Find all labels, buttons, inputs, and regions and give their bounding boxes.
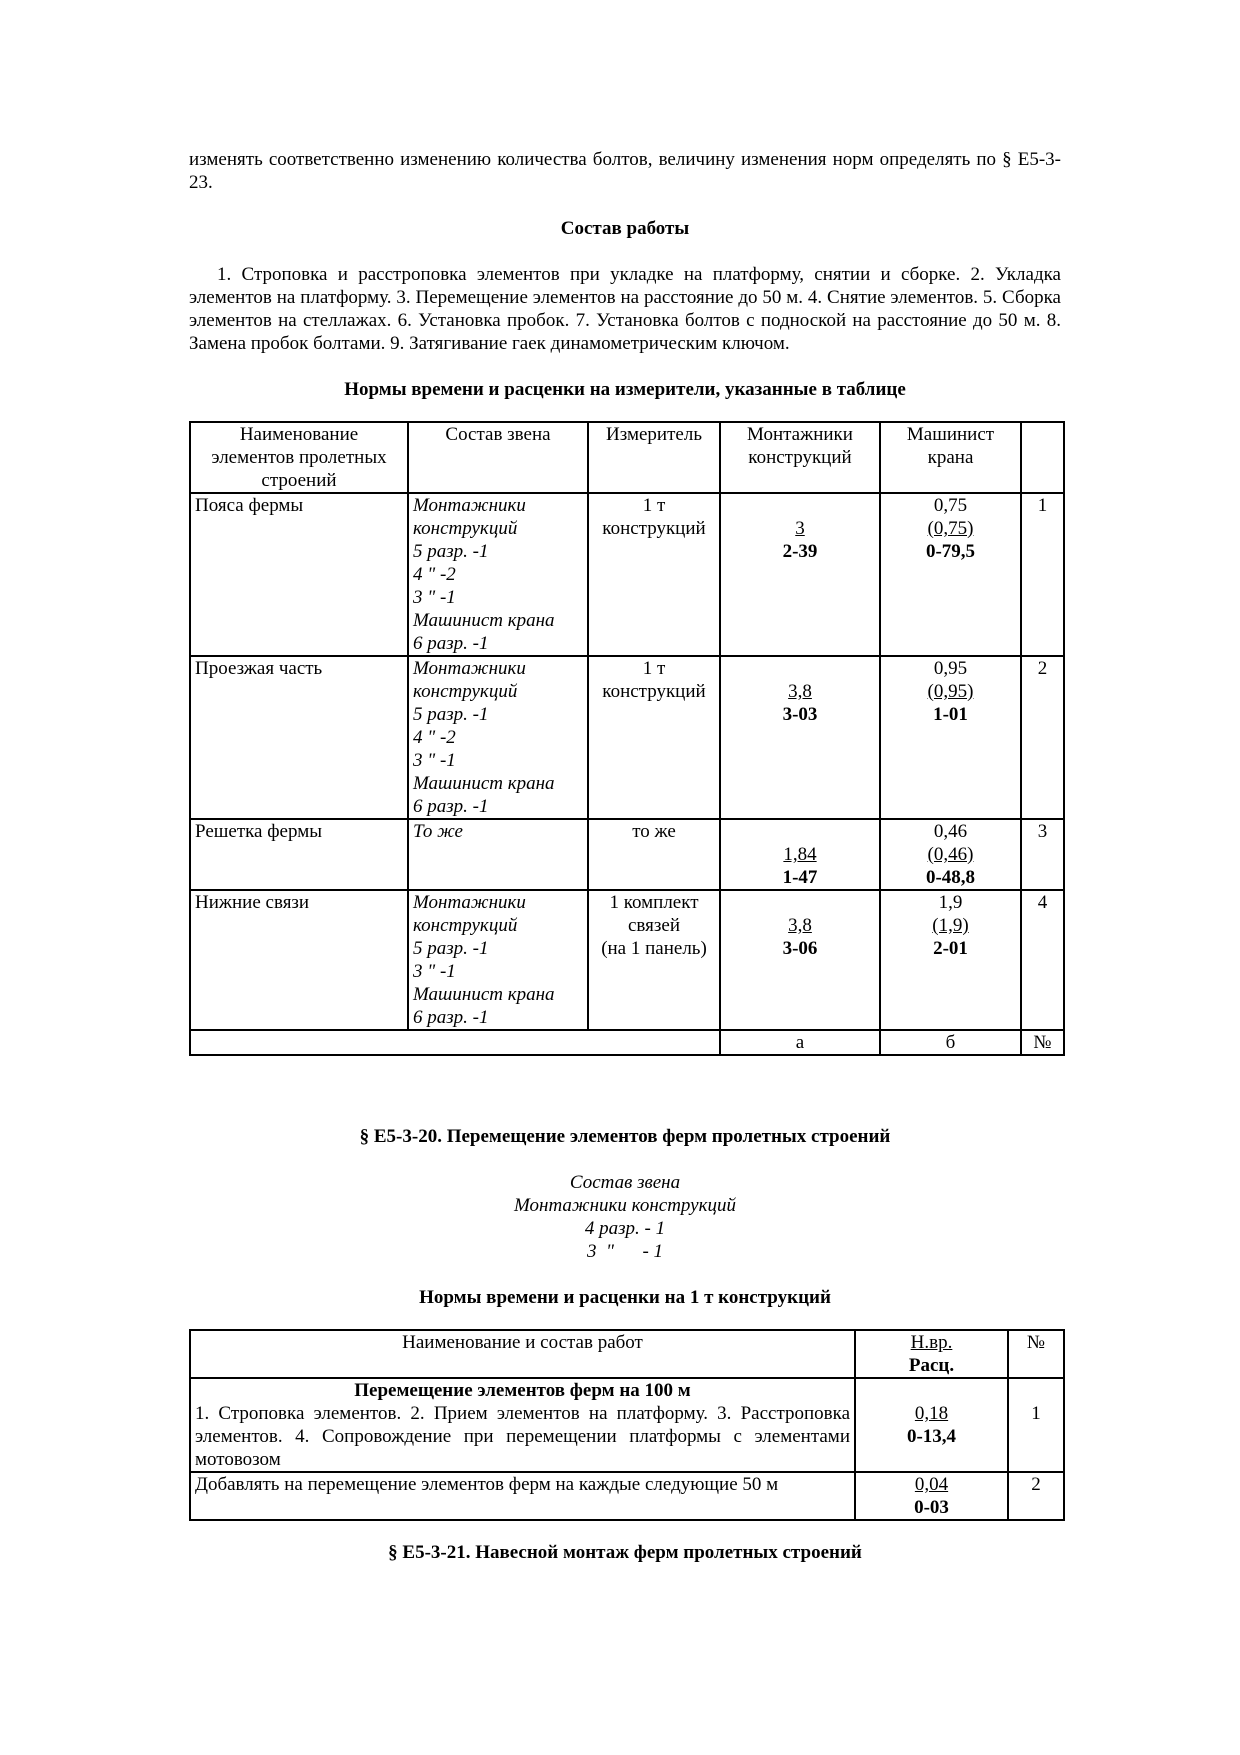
row-name: Пояса фермы <box>190 493 408 656</box>
row-num: 1 <box>1008 1378 1064 1472</box>
header-crew: Состав звена <box>408 422 588 493</box>
row-crane: 0,46 (0,46) 0-48,8 <box>880 819 1021 890</box>
section-20-title: § Е5-3-20. Перемещение элементов ферм пролетных строений <box>359 1126 891 1147</box>
table-header-row <box>190 422 1064 493</box>
row-crew: Монтажники конструкций 5 разр. -1 4 " -2 3 " -1 Машинист крана 6 разр. -1 <box>408 656 588 819</box>
header-name: Наименование элементов пролетных строений <box>190 422 408 493</box>
footer-col-b: б <box>880 1030 1021 1055</box>
row-crane: 1,9 (1,9) 2-01 <box>880 890 1021 1030</box>
work-composition-heading: Состав работы <box>560 218 690 239</box>
norms-heading-1: Нормы времени и расценки на измерители, указанные в таблице <box>344 379 906 400</box>
crew-block <box>189 1171 1061 1263</box>
table-row <box>190 493 1064 656</box>
row-unit: 1 т конструкций <box>588 656 720 819</box>
table-row <box>190 656 1064 819</box>
section-21-title: § Е5-3-21. Навесной монтаж ферм пролетных строений <box>388 1542 862 1563</box>
row-num: 3 <box>1021 819 1064 890</box>
footer-col-num: № <box>1021 1030 1064 1055</box>
row-crew: То же <box>408 819 588 890</box>
row-work <box>190 1472 855 1520</box>
crew-block-line: 4 разр. - 1 <box>584 1218 666 1239</box>
norms-table-1 <box>189 421 1065 1056</box>
crew-block-title: Состав звена <box>569 1172 681 1193</box>
row-num: 1 <box>1021 493 1064 656</box>
header-crane: Машинист крана <box>880 422 1021 493</box>
row-work-text: Добавлять на перемещение элементов ферм на каждые следующие 50 м <box>195 1474 779 1495</box>
row-norm-rate: 0,04 0-03 <box>855 1472 1008 1520</box>
table-row <box>190 890 1064 1030</box>
row-name: Нижние связи <box>190 890 408 1030</box>
row-unit: то же <box>588 819 720 890</box>
header-num <box>1021 422 1064 493</box>
row-work <box>190 1378 855 1472</box>
row-name: Решетка фермы <box>190 819 408 890</box>
row-unit: 1 комплект связей (на 1 панель) <box>588 890 720 1030</box>
row-name: Проезжая часть <box>190 656 408 819</box>
work-composition-text: 1. Строповка и расстроповка элементов при укладке на платформу, снятии и сборке. 2. Укладка элементов на платформу. 3. Перемещение элементов на расстояние до 50 м. 4. Снятие элементов. 5. Сборка элементов на стеллажах. 6. Установка пробок. 7. Установка болтов с подноской на расстояние до 50 м. 8. Замена пробок болтами. 9. Затягивание гаек динамометрическим ключом. <box>189 264 1061 354</box>
row-num: 2 <box>1021 656 1064 819</box>
row-fitters: 3 2-39 <box>720 493 880 656</box>
footer-col-a: а <box>720 1030 880 1055</box>
row-crew: Монтажники конструкций 5 разр. -1 3 " -1 Машинист крана 6 разр. -1 <box>408 890 588 1030</box>
header-name: Наименование и состав работ <box>190 1330 855 1378</box>
row-fitters: 3,8 3-06 <box>720 890 880 1030</box>
row-crane: 0,95 (0,95) 1-01 <box>880 656 1021 819</box>
table-row <box>190 819 1064 890</box>
header-norm-rate: Н.вр. Расц. <box>855 1330 1008 1378</box>
row-crane: 0,75 (0,75) 0-79,5 <box>880 493 1021 656</box>
norms-table-2 <box>189 1329 1065 1521</box>
crew-block-line: 3 " - 1 <box>586 1241 664 1262</box>
footer-empty <box>190 1030 720 1055</box>
row-crew: Монтажники конструкций 5 разр. -1 4 " -2 3 " -1 Машинист крана 6 разр. -1 <box>408 493 588 656</box>
row-num: 2 <box>1008 1472 1064 1520</box>
table-row <box>190 1472 1064 1520</box>
header-unit: Измеритель <box>588 422 720 493</box>
row-fitters: 3,8 3-03 <box>720 656 880 819</box>
header-num: № <box>1008 1330 1064 1378</box>
row-norm-rate: 0,18 0-13,4 <box>855 1378 1008 1472</box>
table-footer-row <box>190 1030 1064 1055</box>
document-page <box>189 148 1061 1564</box>
row-fitters: 1,84 1-47 <box>720 819 880 890</box>
table-row <box>190 1378 1064 1472</box>
intro-paragraph: изменять соответственно изменению количества болтов, величину изменения норм определять по § Е5-3-23. <box>189 149 1061 193</box>
row-work-text: 1. Строповка элементов. 2. Прием элементов на платформу. 3. Расстроповка элементов. 4. Сопровождение при перемещении платформы с элементами мотовозом <box>195 1403 850 1470</box>
crew-block-line: Монтажники конструкций <box>514 1195 736 1216</box>
row-unit: 1 т конструкций <box>588 493 720 656</box>
header-fitters: Монтажники конструкций <box>720 422 880 493</box>
norms-heading-2: Нормы времени и расценки на 1 т конструкций <box>419 1287 831 1308</box>
table-header-row <box>190 1330 1064 1378</box>
row-work-title: Перемещение элементов ферм на 100 м <box>354 1380 691 1401</box>
row-num: 4 <box>1021 890 1064 1030</box>
